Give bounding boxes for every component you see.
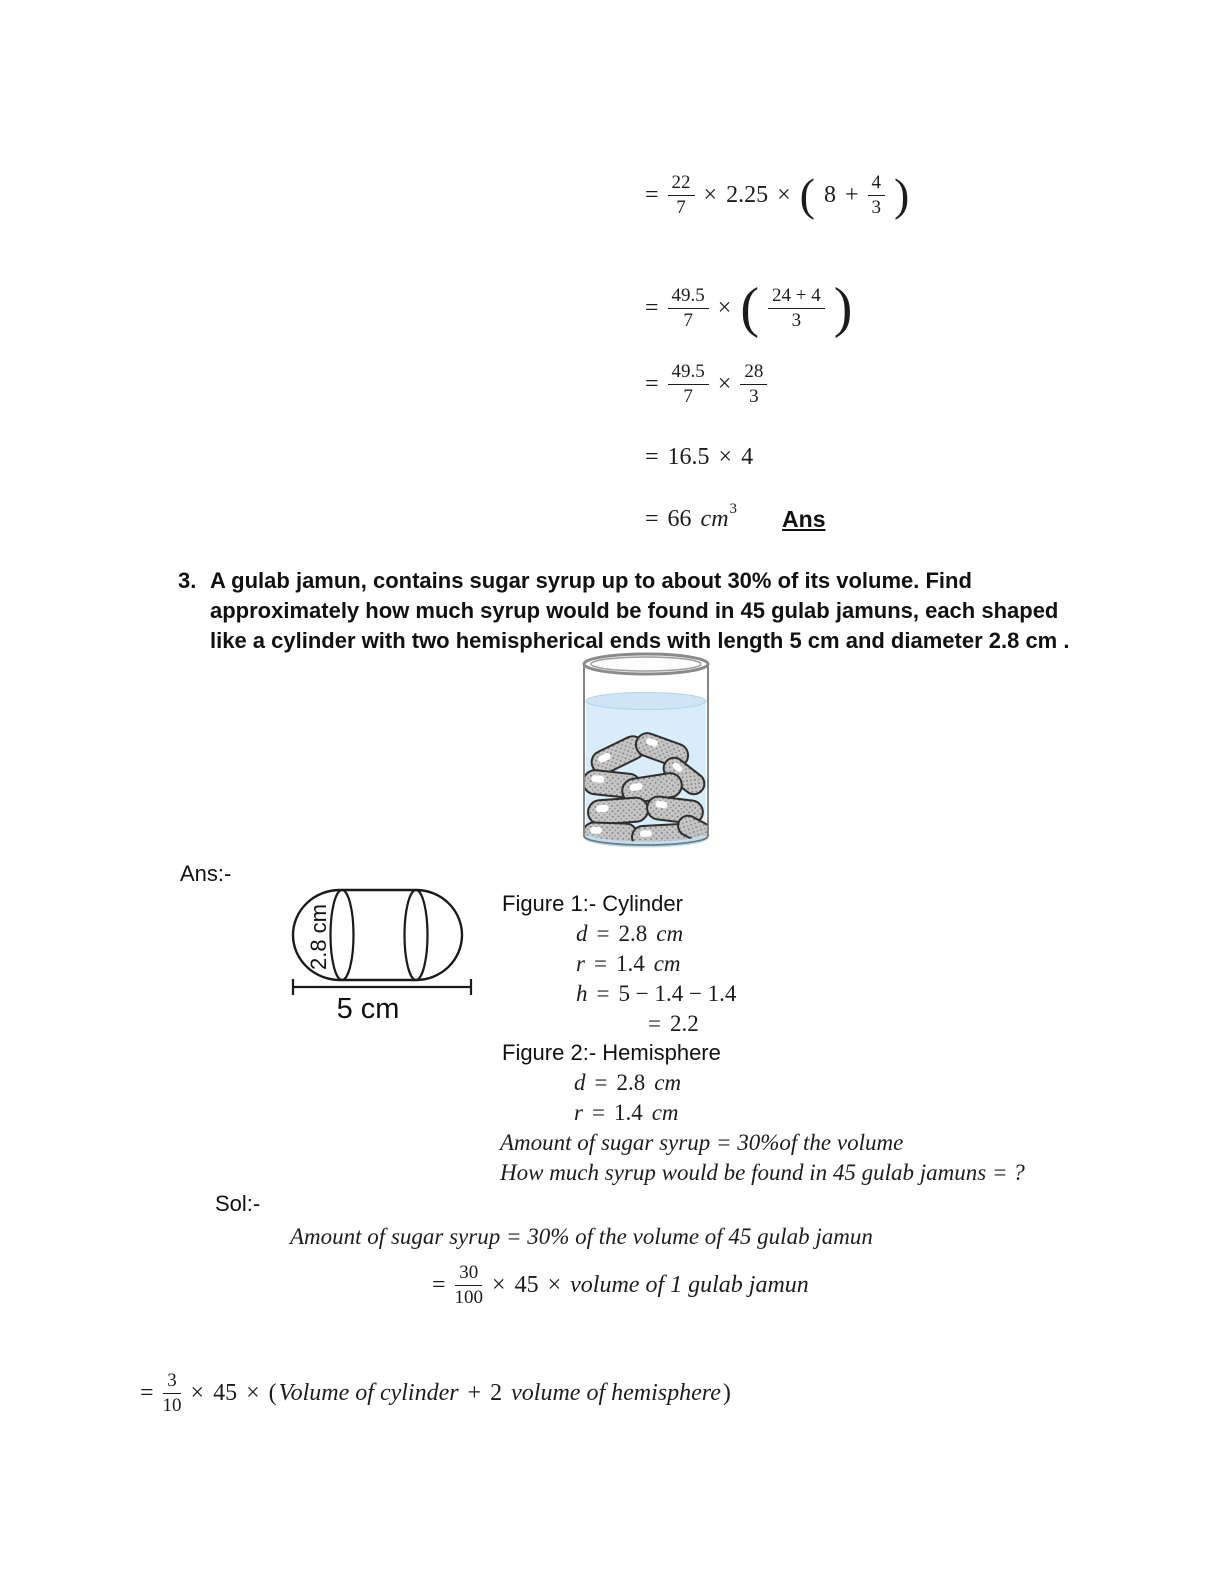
- sol-label: Sol:-: [215, 1191, 261, 1216]
- times-sign: ×: [717, 294, 732, 321]
- fraction: $\frac{3}{10}$: [162, 1370, 182, 1416]
- times-sign: ×: [777, 181, 791, 208]
- capsule-diagram: [290, 884, 486, 1024]
- figure1-line-r: r = 1.4 cm: [576, 951, 681, 976]
- open-paren: (: [268, 1379, 277, 1406]
- close-paren: ): [722, 1379, 731, 1406]
- statement-question: How much syrup would be found in 45 gulab jamuns = ?: [500, 1160, 1025, 1185]
- statement-syrup-amount: Amount of sugar syrup = 30%of the volume: [500, 1130, 904, 1155]
- problem-line: approximately how much syrup would be found in 45 gulab jamuns, each shaped: [210, 598, 1059, 623]
- figure2-line-d: d = 2.8 cm: [574, 1070, 682, 1095]
- plus-sign: +: [467, 1379, 482, 1406]
- math-text: Volume of cylinder: [278, 1379, 459, 1406]
- glass-rim-inner: [591, 657, 701, 671]
- number: 66: [667, 506, 692, 532]
- equation-line-2: = $\frac{49.5}{7}$ × ( $\frac{24 + 4}{3}$ ): [645, 277, 853, 340]
- figure2-title: Figure 2:- Hemisphere: [502, 1040, 721, 1065]
- times-sign: ×: [190, 1379, 205, 1406]
- figure1-line-d: d = 2.8 cm: [576, 921, 684, 946]
- equals-sign: =: [645, 444, 659, 470]
- equals-sign: =: [645, 181, 659, 208]
- fraction: $\frac{4}{3}$: [868, 172, 886, 219]
- equals-sign: =: [645, 294, 659, 321]
- times-sign: ×: [492, 1271, 506, 1298]
- fraction: $\frac{22}{7}$: [668, 172, 695, 219]
- number: 45: [213, 1379, 238, 1406]
- problem-line: like a cylinder with two hemispherical ends with length 5 cm and diameter 2.8 cm .: [210, 628, 1070, 653]
- fraction: $\frac{24 + 4}{3}$: [768, 285, 825, 332]
- fraction: $\frac{49.5}{7}$: [668, 361, 709, 408]
- figure1-line-h-result: = 2.2: [648, 1011, 699, 1036]
- figure1-line-h: h = 5 − 1.4 − 1.4: [576, 981, 737, 1006]
- diameter-label: 2.8 cm: [305, 903, 331, 971]
- number: 2: [490, 1379, 503, 1406]
- times-sign: ×: [718, 444, 733, 470]
- problem-number: 3.: [178, 568, 197, 593]
- number: 8: [823, 181, 836, 208]
- unit-cm-cubed: $cm^3$: [700, 501, 738, 532]
- gulab-jamun-glass-figure: [578, 650, 716, 852]
- equation-line-5: [645, 501, 826, 533]
- number: 2.25: [726, 181, 769, 208]
- fraction: $\frac{28}{3}$: [740, 361, 767, 408]
- number: 45: [514, 1271, 539, 1298]
- ans-label: Ans:-: [180, 861, 232, 886]
- equals-sign: =: [645, 370, 659, 397]
- problem-line: A gulab jamun, contains sugar syrup up to about 30% of its volume. Find: [210, 568, 972, 593]
- problem-statement: [210, 566, 1069, 656]
- fraction: $\frac{49.5}{7}$: [668, 285, 709, 332]
- math-text: volume of hemisphere: [511, 1379, 721, 1406]
- number: 4: [741, 444, 754, 470]
- answer-label: Ans: [782, 506, 826, 532]
- equals-sign: =: [645, 506, 659, 532]
- math-text: volume of 1 gulab jamun: [570, 1271, 809, 1298]
- times-sign: ×: [717, 370, 732, 397]
- number: 16.5: [667, 444, 710, 470]
- equation-line-4: [645, 444, 753, 471]
- plus-sign: +: [844, 181, 859, 208]
- times-sign: ×: [547, 1271, 562, 1298]
- equals-sign: =: [432, 1271, 446, 1298]
- figure1-title: Figure 1:- Cylinder: [502, 891, 683, 916]
- equation-line-1: = $\frac{22}{7}$ × 2.25 × ( 8 + $\frac{4}{3}$ ): [645, 169, 910, 221]
- times-sign: ×: [703, 181, 718, 208]
- solution-equation-2: [140, 1370, 731, 1417]
- fraction: $\frac{30}{100}$: [454, 1262, 484, 1308]
- length-label: 5 cm: [336, 993, 400, 1024]
- solution-line-1: Amount of sugar syrup = 30% of the volume of 45 gulab jamun: [290, 1224, 873, 1249]
- syrup-surface: [586, 693, 706, 710]
- equation-line-3: [645, 361, 767, 408]
- equals-sign: =: [140, 1379, 154, 1406]
- gulab-jamun-shape: [587, 797, 649, 825]
- figure2-line-r: r = 1.4 cm: [574, 1100, 679, 1125]
- solution-equation-1: [432, 1262, 809, 1309]
- times-sign: ×: [246, 1379, 260, 1406]
